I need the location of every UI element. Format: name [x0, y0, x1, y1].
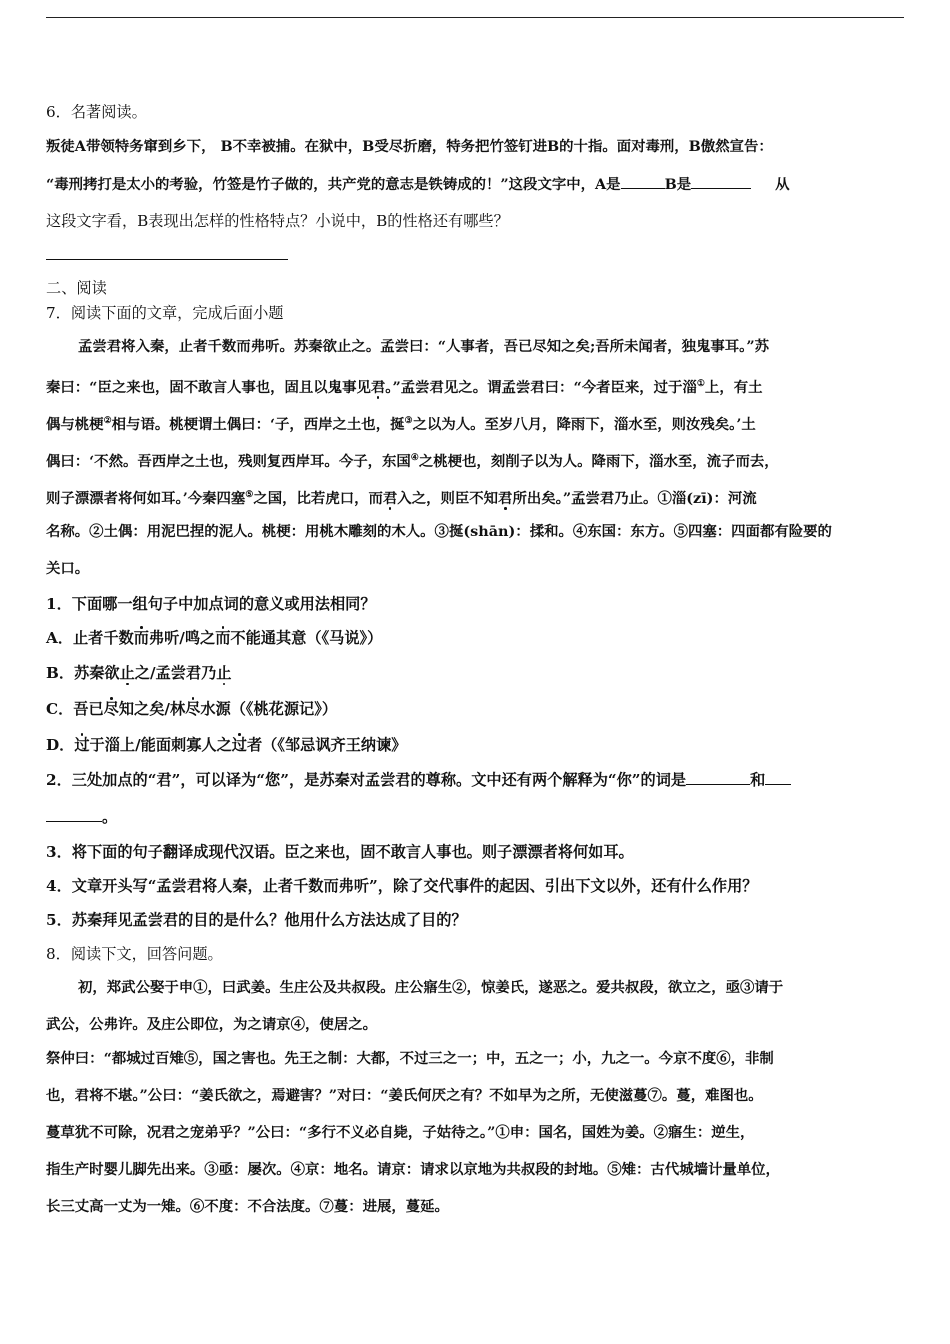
- q6-text-line2: “毒刑拷打是太小的考验，竹签是竹子做的，共产党的意志是铁铸成的！”这段文字中，A是 B是 从: [46, 176, 790, 193]
- q7-passage-line1: 孟尝君将入秦，止者千数而弗听。苏秦欲止之。孟尝曰：“人事者，吾已尽知之矣;吾所未闻者，独鬼事耳。”苏: [78, 338, 770, 355]
- answer-blank-b: [691, 174, 751, 189]
- q8-passage-line1: 初，郑武公娶于申①，曰武姜。生庄公及共叔段。庄公寤生②，惊姜氏，遂恶之。爱共叔段，欲立之，亟③请于: [78, 979, 784, 996]
- q7-sub1-title: 1．下面哪一组句子中加点词的意义或用法相同？: [46, 595, 376, 613]
- answer-blank-1: [686, 770, 750, 785]
- q8-passage-line2: 武公，公弗许。及庄公即位，为之请京④，使居之。: [46, 1016, 377, 1033]
- section-title: 二、阅读: [46, 279, 107, 297]
- header-rule: [46, 17, 904, 18]
- q7-sub3: 3．将下面的句子翻译成现代汉语。臣之来也，固不敢言人事也。则子漂漂者将何如耳。: [46, 843, 634, 861]
- q7-passage-line4: 偶曰：‘不然。吾西岸之土也，残则复西岸耳。今子，东国④之桃梗也，刻削子以为人。降雨下，淄水至，流子而去，: [46, 452, 779, 470]
- q8-passage-line5: 蔓草犹不可除，况君之宠弟乎？”公曰：“多行不义必自毙，子姑待之。”①申：国名，国姓为姜。②寤生：逆生，: [46, 1124, 755, 1141]
- q8-title: 8．阅读下文，回答问题。: [46, 945, 223, 963]
- answer-blank-a: [621, 174, 665, 189]
- q7-passage-line5: 则子漂漂者将何如耳。’今秦四塞⑤之国，比若虎口，而君入之，则臣不知君所出矣。”孟尝君乃止。①淄(zī)：河流: [46, 489, 757, 507]
- q7-sub1-option-d: D．过于淄上/能面刺寡人之过者（《邹忌讽齐王纳谏》: [46, 736, 407, 754]
- q6-text-line1: 叛徒A带领特务窜到乡下， B不幸被捕。在狱中，B受尽折磨，特务把竹签钉进B的十指。面对毒刑，B傲然宣告：: [46, 138, 773, 155]
- q8-passage-line3: 祭仲曰：“都城过百雉⑤，国之害也。先王之制：大都，不过三之一；中，五之一；小，九之一。今京不度⑥，非制: [46, 1050, 774, 1067]
- dotted-char: 君: [370, 378, 386, 396]
- q8-passage-line7: 长三丈高一丈为一雉。⑥不度：不合法度。⑦蔓：进展，蔓延。: [46, 1198, 449, 1215]
- q8-passage-line6: 指生产时婴儿脚先出来。③亟：屡次。④京：地名。请京：请求以京地为共叔段的封地。⑤雉：古代城墙计量单位，: [46, 1161, 780, 1178]
- answer-blank-2-cont: [46, 807, 102, 822]
- q7-sub2-line1: 2．三处加点的“君”，可以译为“您”，是苏秦对孟尝君的尊称。文中还有两个解释为“你”的词是 和: [46, 770, 791, 790]
- dotted-char: 君: [498, 489, 513, 507]
- q7-footnote-line: 名称。②土偶：用泥巴捏的泥人。桃梗：用桃木雕刻的木人。③挻(shān)：揉和。④东国：东方。⑤四塞：四面都有险要的: [46, 523, 832, 540]
- q7-title: 7．阅读下面的文章，完成后面小题: [46, 304, 284, 322]
- answer-line: [46, 259, 288, 260]
- q7-sub5: 5．苏秦拜见孟尝君的目的是什么？他用什么方法达成了目的？: [46, 911, 467, 929]
- q7-sub1-option-a: A．止者千数而弗听/鸣之而不能通其意（《马说》）: [46, 629, 383, 647]
- q6-title: 6．名著阅读。: [46, 103, 147, 121]
- q7-sub2-line2: 。: [46, 807, 117, 827]
- q7-footnote-end: 关口。: [46, 560, 90, 577]
- q8-passage-line4: 也，君将不堪。”公曰：“姜氏欲之，焉避害？”对曰：“姜氏何厌之有？不如早为之所，无使滋蔓⑦。蔓，难图也。: [46, 1087, 763, 1104]
- q7-passage-line2: 秦曰：“臣之来也，固不敢言人事也，固且以鬼事见君。”孟尝君见之。谓孟尝君曰：“今者臣来，过于淄①上，有土: [46, 378, 763, 396]
- q7-sub1-option-b: B．苏秦欲止之/孟尝君乃止: [46, 664, 232, 682]
- answer-blank-2: [765, 770, 791, 785]
- q7-sub4: 4．文章开头写“孟尝君将人秦，止者千数而弗听”，除了交代事件的起因、引出下文以外，还有什么作用？: [46, 877, 758, 895]
- q6-text-line3: 这段文字看，B表现出怎样的性格特点？小说中，B的性格还有哪些？: [46, 212, 509, 230]
- q7-sub1-option-c: C．吾已尽知之矣/林尽水源（《桃花源记》）: [46, 700, 338, 718]
- dotted-char: 君: [382, 489, 398, 507]
- q7-passage-line3: 偶与桃梗②相与语。桃梗谓土偶曰：‘子，西岸之土也，挻③之以为人。至岁八月，降雨下，淄水至，则汝残矣。’土: [46, 415, 756, 433]
